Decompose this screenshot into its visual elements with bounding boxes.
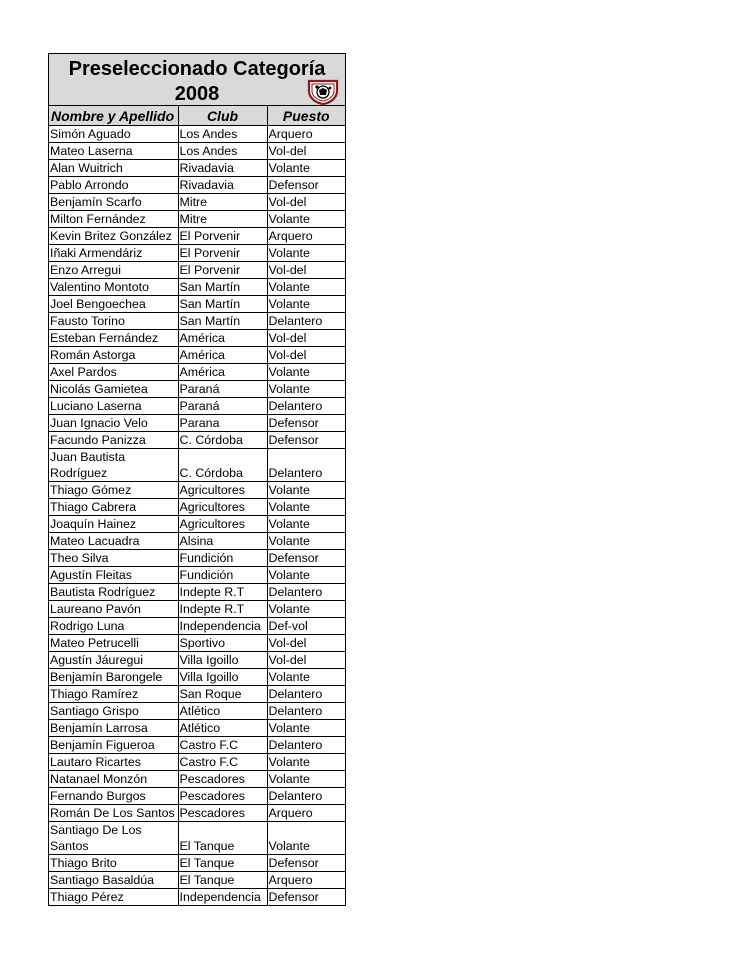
player-club: Los Andes: [178, 126, 267, 143]
table-row: [49, 889, 345, 906]
player-club: Pescadores: [178, 788, 267, 805]
table-row: [49, 347, 345, 364]
table-row: [49, 194, 345, 211]
table-row: [49, 449, 345, 482]
player-position: Vol-del: [267, 143, 345, 160]
player-club: C. Córdoba: [178, 449, 267, 482]
player-position: Delantero: [267, 313, 345, 330]
player-position: Volante: [267, 499, 345, 516]
player-name: Simón Aguado: [49, 126, 178, 143]
player-position: Defensor: [267, 177, 345, 194]
player-club: Castro F.C: [178, 737, 267, 754]
player-name: Fernando Burgos: [49, 788, 178, 805]
table-row: [49, 618, 345, 635]
player-name: Benjamín Larrosa: [49, 720, 178, 737]
table-row: [49, 245, 345, 262]
player-position: Delantero: [267, 584, 345, 601]
player-position: Volante: [267, 567, 345, 584]
player-name: Fausto Torino: [49, 313, 178, 330]
player-name: Alan Wuitrich: [49, 160, 178, 177]
player-club: El Tanque: [178, 855, 267, 872]
club-shield-logo-icon: [306, 79, 340, 105]
table-row: [49, 160, 345, 177]
player-name: Nicolás Gamietea: [49, 381, 178, 398]
table-row: [49, 805, 345, 822]
player-position: Delantero: [267, 449, 345, 482]
table-row: [49, 296, 345, 313]
table-row: [49, 381, 345, 398]
player-position: Arquero: [267, 126, 345, 143]
player-name: Facundo Panizza: [49, 432, 178, 449]
player-name: Valentino Montoto: [49, 279, 178, 296]
table-row: [49, 516, 345, 533]
player-club: Parana: [178, 415, 267, 432]
table-row: [49, 601, 345, 618]
player-position: Delantero: [267, 686, 345, 703]
player-position: Vol-del: [267, 330, 345, 347]
player-position: Volante: [267, 601, 345, 618]
table-row: [49, 432, 345, 449]
table-row: [49, 330, 345, 347]
player-position: Volante: [267, 754, 345, 771]
player-name: Enzo Arregui: [49, 262, 178, 279]
player-club: Fundición: [178, 550, 267, 567]
table-row: [49, 143, 345, 160]
table-row: [49, 177, 345, 194]
player-name: Agustín Jáuregui: [49, 652, 178, 669]
player-position: Defensor: [267, 415, 345, 432]
player-name: Iñaki Armendáriz: [49, 245, 178, 262]
player-position: Def-vol: [267, 618, 345, 635]
table-row: [49, 398, 345, 415]
player-name: Natanael Monzón: [49, 771, 178, 788]
player-position: Vol-del: [267, 635, 345, 652]
player-position: Volante: [267, 720, 345, 737]
player-name: Theo Silva: [49, 550, 178, 567]
player-club: El Porvenir: [178, 262, 267, 279]
player-club: Indepte R.T: [178, 584, 267, 601]
player-club: Paraná: [178, 398, 267, 415]
player-club: Mitre: [178, 211, 267, 228]
player-position: Volante: [267, 160, 345, 177]
player-position: Volante: [267, 771, 345, 788]
title-block: [49, 54, 345, 106]
table-row: [49, 703, 345, 720]
player-club: Mitre: [178, 194, 267, 211]
player-name: Santiago Grispo: [49, 703, 178, 720]
player-position: Defensor: [267, 855, 345, 872]
player-position: Arquero: [267, 872, 345, 889]
table-row: [49, 228, 345, 245]
player-club: C. Córdoba: [178, 432, 267, 449]
player-position: Volante: [267, 211, 345, 228]
player-club: Los Andes: [178, 143, 267, 160]
player-position: Delantero: [267, 737, 345, 754]
table-row: [49, 635, 345, 652]
player-position: Delantero: [267, 703, 345, 720]
table-row: [49, 482, 345, 499]
player-club: Independencia: [178, 889, 267, 906]
player-club: América: [178, 347, 267, 364]
player-club: San Martín: [178, 279, 267, 296]
player-position: Defensor: [267, 432, 345, 449]
table-row: [49, 686, 345, 703]
table-row: [49, 550, 345, 567]
player-club: Pescadores: [178, 771, 267, 788]
player-club: Pescadores: [178, 805, 267, 822]
player-club: Agricultores: [178, 516, 267, 533]
player-name: Benjamín Barongele: [49, 669, 178, 686]
table-row: [49, 652, 345, 669]
player-club: Villa Igoillo: [178, 669, 267, 686]
table-row: [49, 279, 345, 296]
player-name: Pablo Arrondo: [49, 177, 178, 194]
player-club: Alsina: [178, 533, 267, 550]
player-name: Thiago Cabrera: [49, 499, 178, 516]
player-club: América: [178, 330, 267, 347]
roster-sheet: [48, 53, 346, 906]
player-club: Villa Igoillo: [178, 652, 267, 669]
page-title-year: 2008: [174, 83, 220, 105]
table-row: [49, 584, 345, 601]
table-row: [49, 567, 345, 584]
player-position: Volante: [267, 482, 345, 499]
column-header-name: Nombre y Apellido: [49, 106, 178, 126]
player-name: Esteban Fernández: [49, 330, 178, 347]
roster-table: [49, 106, 345, 905]
table-row: [49, 415, 345, 432]
player-position: Volante: [267, 381, 345, 398]
player-name: Mateo Petrucelli: [49, 635, 178, 652]
player-position: Volante: [267, 516, 345, 533]
player-position: Vol-del: [267, 347, 345, 364]
player-position: Vol-del: [267, 194, 345, 211]
table-row: [49, 126, 345, 143]
player-position: Volante: [267, 822, 345, 855]
table-row: [49, 211, 345, 228]
player-club: San Martín: [178, 296, 267, 313]
player-name: Santiago Basaldúa: [49, 872, 178, 889]
player-name: Benjamín Scarfo: [49, 194, 178, 211]
player-position: Delantero: [267, 398, 345, 415]
player-name: Agustín Fleitas: [49, 567, 178, 584]
player-position: Vol-del: [267, 652, 345, 669]
player-club: Fundición: [178, 567, 267, 584]
player-club: Rivadavia: [178, 177, 267, 194]
table-row: [49, 720, 345, 737]
column-header-club: Club: [178, 106, 267, 126]
player-position: Arquero: [267, 228, 345, 245]
player-club: Sportivo: [178, 635, 267, 652]
player-club: El Porvenir: [178, 245, 267, 262]
player-position: Volante: [267, 669, 345, 686]
player-position: Defensor: [267, 550, 345, 567]
player-name: Juan Ignacio Velo: [49, 415, 178, 432]
player-name: Thiago Gómez: [49, 482, 178, 499]
player-club: El Tanque: [178, 822, 267, 855]
player-club: Agricultores: [178, 482, 267, 499]
player-name: Lautaro Ricartes: [49, 754, 178, 771]
player-position: Volante: [267, 296, 345, 313]
table-row: [49, 533, 345, 550]
player-name: Laureano Pavón: [49, 601, 178, 618]
table-row: [49, 872, 345, 889]
player-name: Mateo Lacuadra: [49, 533, 178, 550]
player-name: Benjamín Figueroa: [49, 737, 178, 754]
column-header-position: Puesto: [267, 106, 345, 126]
player-club: América: [178, 364, 267, 381]
player-name: Luciano Laserna: [49, 398, 178, 415]
roster-body: [49, 126, 345, 906]
player-club: Indepte R.T: [178, 601, 267, 618]
player-club: Atlético: [178, 720, 267, 737]
player-name: Thiago Pérez: [49, 889, 178, 906]
table-row: [49, 788, 345, 805]
player-position: Volante: [267, 245, 345, 262]
player-name: Román Astorga: [49, 347, 178, 364]
player-name: Thiago Ramírez: [49, 686, 178, 703]
player-club: San Martín: [178, 313, 267, 330]
player-club: El Porvenir: [178, 228, 267, 245]
player-position: Defensor: [268, 890, 319, 904]
table-row: [49, 737, 345, 754]
player-position: Arquero: [267, 805, 345, 822]
player-club: San Roque: [178, 686, 267, 703]
player-name: Kevin Britez González: [49, 228, 178, 245]
table-row: [49, 499, 345, 516]
player-club: Independencia: [178, 618, 267, 635]
player-name: Juan Bautista Rodríguez: [49, 449, 178, 482]
player-club: Paraná: [178, 381, 267, 398]
table-row: [49, 771, 345, 788]
table-row: [49, 822, 345, 855]
player-club: Castro F.C: [178, 754, 267, 771]
player-position: Volante: [267, 533, 345, 550]
player-name: Bautista Rodríguez: [49, 584, 178, 601]
player-position: Volante: [267, 279, 345, 296]
player-club: El Tanque: [178, 872, 267, 889]
player-name: Joel Bengoechea: [49, 296, 178, 313]
player-position: Vol-del: [267, 262, 345, 279]
player-position: Delantero: [267, 788, 345, 805]
table-row: [49, 855, 345, 872]
player-name: Joaquín Hainez: [49, 516, 178, 533]
table-row: [49, 313, 345, 330]
player-name: Mateo Laserna: [49, 143, 178, 160]
table-row: [49, 262, 345, 279]
player-club: Atlético: [178, 703, 267, 720]
player-name: Milton Fernández: [49, 211, 178, 228]
header-row: [49, 106, 345, 126]
page-title: Preseleccionado Categoría: [68, 58, 326, 80]
player-position: Volante: [267, 364, 345, 381]
table-row: [49, 754, 345, 771]
player-club: Rivadavia: [178, 160, 267, 177]
player-name: Rodrigo Luna: [49, 618, 178, 635]
player-name: Román De Los Santos: [49, 805, 178, 822]
player-name: Santiago De Los Santos: [49, 822, 178, 855]
player-name: Thiago Brito: [49, 855, 178, 872]
table-row: [49, 364, 345, 381]
player-name: Axel Pardos: [49, 364, 178, 381]
player-club: Agricultores: [178, 499, 267, 516]
table-row: [49, 669, 345, 686]
